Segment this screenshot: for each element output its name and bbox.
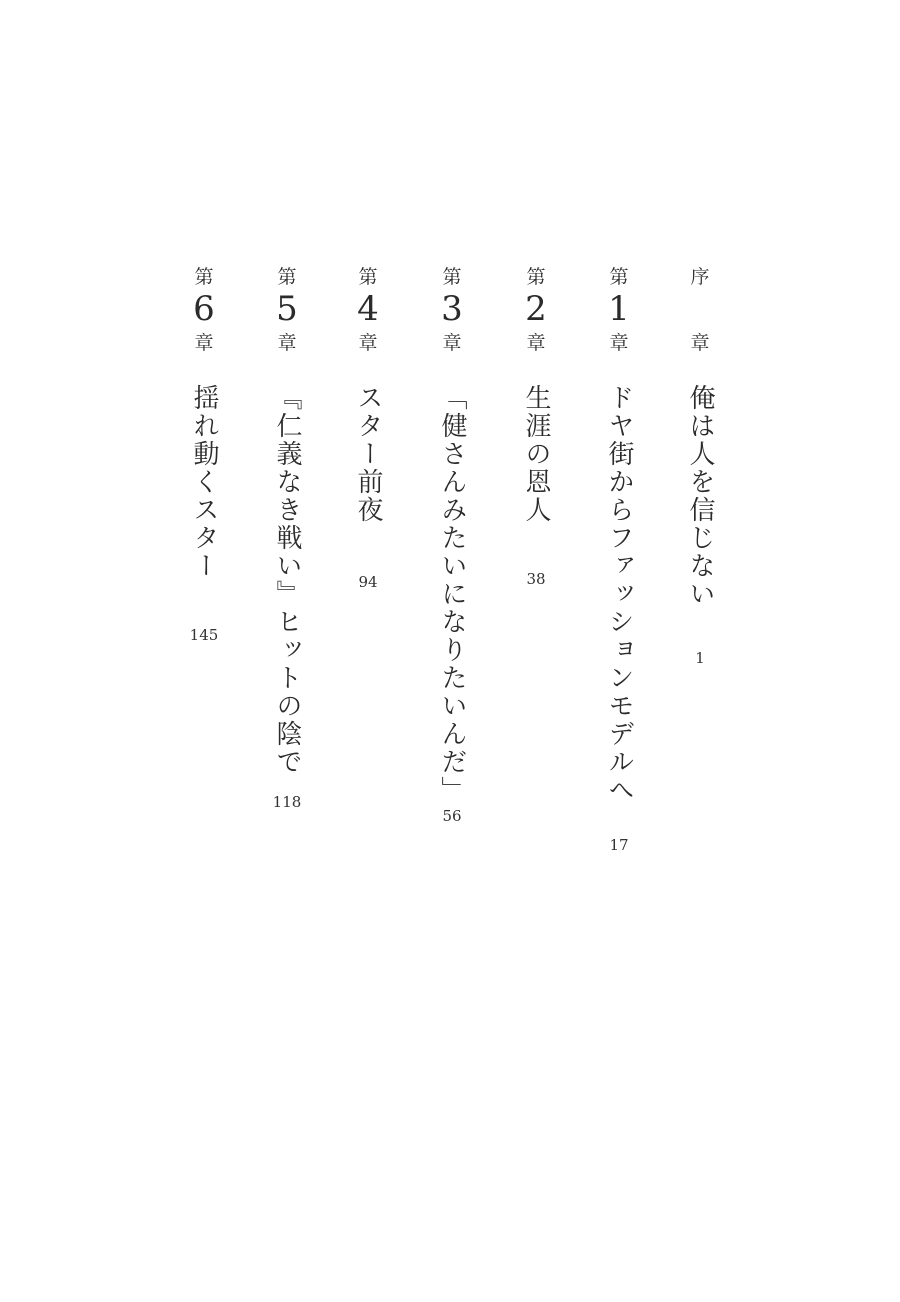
chapter-label-top: 第: [277, 266, 297, 288]
chapter-label-top: 序: [690, 266, 710, 288]
chapter-number: 2: [525, 289, 547, 329]
chapter-title: ドヤ街からファッションモデルへ: [604, 384, 634, 804]
chapter-title: 「健さんみたいになりたいんだ」: [437, 384, 467, 804]
chapter-label: [262, 262, 312, 357]
chapter-label-bottom: 章: [609, 332, 629, 354]
chapter-page-number: 118: [272, 793, 302, 811]
chapter-label-bottom: 章: [690, 332, 710, 354]
chapter-title: 『仁義なき戦い』ヒットの陰で: [272, 384, 302, 776]
chapter-title: 生涯の恩人: [521, 384, 551, 524]
chapter-title: スター前夜: [353, 384, 383, 524]
chapter-page-number: 56: [442, 807, 462, 825]
chapter-number: 3: [441, 289, 463, 329]
chapter-label: [179, 262, 229, 357]
chapter-label-top: 第: [442, 266, 462, 288]
chapter-title: 俺は人を信じない: [685, 384, 715, 608]
chapter-number: 1: [608, 289, 630, 329]
chapter-page-number: 17: [609, 836, 629, 854]
chapter-title: 揺れ動くスター: [189, 384, 219, 580]
chapter-number: 5: [276, 289, 298, 329]
chapter-label-bottom: 章: [526, 332, 546, 354]
chapter-label-bottom: 章: [442, 332, 462, 354]
chapter-page-number: 145: [189, 626, 219, 644]
chapter-page-number: 1: [695, 649, 705, 667]
chapter-label-top: 第: [609, 266, 629, 288]
chapter-label: [427, 262, 477, 357]
chapter-label-bottom: 章: [277, 332, 297, 354]
chapter-label-top: 第: [358, 266, 378, 288]
chapter-page-number: 94: [358, 573, 378, 591]
chapter-label-top: 第: [194, 266, 214, 288]
chapter-page-number: 38: [526, 570, 546, 588]
chapter-label-bottom: 章: [194, 332, 214, 354]
chapter-number: 6: [193, 289, 215, 329]
chapter-label: [594, 262, 644, 357]
chapter-label: [675, 262, 725, 357]
chapter-label: [343, 262, 393, 357]
chapter-number: 4: [357, 289, 379, 329]
chapter-label: [511, 262, 561, 357]
chapter-label-top: 第: [526, 266, 546, 288]
chapter-label-bottom: 章: [358, 332, 378, 354]
